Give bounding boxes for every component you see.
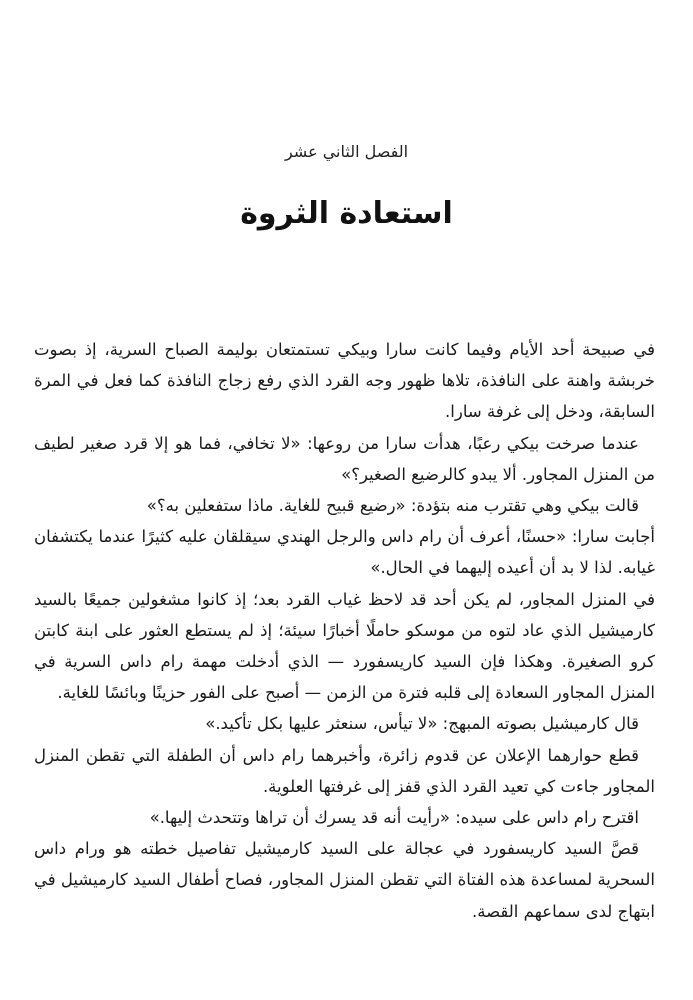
paragraph: في صبيحة أحد الأيام وفيما كانت سارا وبيكي تستمتعان بوليمة الصباح السرية، إذ بصوت خربشة واهنة على النافذة، تلاها ظهور وجه القرد الذي رفع زجاج النافذة كما فعل في المرة السابقة، ودخل إلى غرفة سارا. xyxy=(34,340,655,422)
chapter-title: استعادة الثروة xyxy=(240,196,453,231)
paragraph: قال كارميشيل بصوته المبهج: «لا تيأس، سنعثر عليها بكل تأكيد.» xyxy=(205,714,639,734)
paragraph: أجابت سارا: «حسنًا، أعرف أن رام داس والرجل الهندي سيقلقان عليه كثيرًا عندما يكتشفان غيابه. لذا لا بد أن أعيده إليهما في الحال.» xyxy=(34,527,655,578)
paragraph: قصَّ السيد كاريسفورد في عجالة على السيد كارميشيل تفاصيل خطته هو ورام داس السحرية لمساعدة هذه الفتاة التي تقطن المنزل المجاور، فصاح أطفال السيد كارميشيل في ابتهاج لدى سماعهم القصة. xyxy=(34,839,655,921)
paragraph: في المنزل المجاور، لم يكن أحد قد لاحظ غياب القرد بعد؛ إذ كانوا مشغولين جميعًا بالسيد كارميشيل الذي عاد لتوه من موسكو حاملًا أخبارًا سيئة؛ إذ لم يستطع العثور على ابنة كابتن كرو الصغيرة. وهكذا فإن السيد كاريسفورد — الذي أدخلت مهمة رام داس السرية في المنزل المجاور السعادة إلى قلبه فترة من الزمن — أصبح على الفور حزينًا وبائسًا للغاية. xyxy=(34,589,655,703)
paragraph: قطع حوارهما الإعلان عن قدوم زائرة، وأخبرهما رام داس أن الطفلة التي تقطن المنزل المجاور جاءت كي تعيد القرد الذي قفز إلى غرفتها العلوية. xyxy=(34,745,655,796)
chapter-label: الفصل الثاني عشر xyxy=(284,142,409,161)
paragraph: قالت بيكي وهي تقترب منه بتؤدة: «رضيع قبيح للغاية. ماذا ستفعلين به؟» xyxy=(146,496,639,516)
paragraph: عندما صرخت بيكي رعبًا، هدأت سارا من روعها: «لا تخافي، فما هو إلا قرد صغير لطيف من المنزل المجاور. ألا يبدو كالرضيع الصغير؟» xyxy=(34,433,655,484)
paragraph: اقترح رام داس على سيده: «رأيت أنه قد يسرك أن تراها وتتحدث إليها.» xyxy=(149,808,639,828)
body-text xyxy=(34,334,655,927)
